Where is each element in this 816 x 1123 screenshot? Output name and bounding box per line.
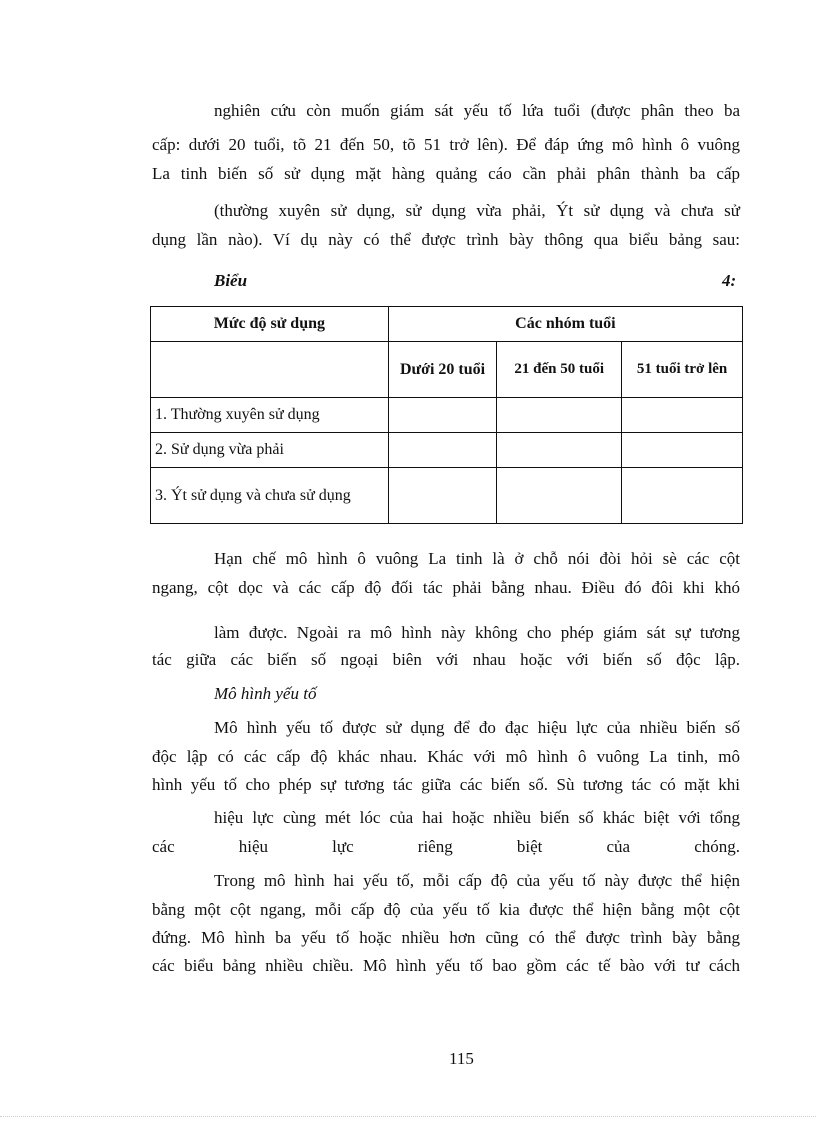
p1-line-3: La tinh biến số sử dụng mặt hàng quảng cáo cần phải phân thành ba cấp <box>152 164 740 183</box>
subheader-under-20: Dưới 20 tuổi <box>388 342 497 398</box>
row-label-rare: 3. Ýt sử dụng và chưa sử dụng <box>151 468 389 524</box>
row-label-moderate: 2. Sử dụng vừa phải <box>151 433 389 468</box>
p6-line-2: các hiệu lực riêng biệt của chóng. <box>152 837 740 856</box>
p1-line-1: nghiên cứu còn muốn giám sát yếu tố lứa tuổi (được phân theo ba <box>214 101 740 120</box>
p1-line-2: cấp: dưới 20 tuổi, tõ 21 đến 50, tõ 51 trở lên). Để đáp ứng mô hình ô vuông <box>152 135 740 154</box>
section-heading: Mô hình yếu tố <box>214 684 317 703</box>
p4-line-1: làm được. Ngoài ra mô hình này không cho phép giám sát sự tương <box>214 623 740 642</box>
subheader-51-plus: 51 tuổi trở lên <box>622 342 743 398</box>
page-number: 115 <box>449 1049 474 1068</box>
p2-line-2: dụng lần nào). Ví dụ này có thể được trình bày thông qua biểu bảng sau: <box>152 230 740 249</box>
table-cell <box>497 433 622 468</box>
table-cell <box>388 433 497 468</box>
p2-line-1: (thường xuyên sử dụng, sử dụng vừa phải, Ýt sử dụng và chưa sử <box>214 201 740 220</box>
row-label-frequent: 1. Thường xuyên sử dụng <box>151 398 389 433</box>
p3-line-2: ngang, cột dọc và các cấp độ đối tác phải bằng nhau. Điều đó đôi khi khó <box>152 578 740 597</box>
table-header-usage: Mức độ sử dụng <box>151 307 389 342</box>
subheader-21-50: 21 đến 50 tuổi <box>497 342 622 398</box>
table-header-age-groups: Các nhóm tuổi <box>388 307 742 342</box>
table-cell <box>622 398 743 433</box>
page-bottom-rule <box>0 1116 816 1117</box>
table-cell <box>622 433 743 468</box>
p7-line-4: các biểu bảng nhiều chiều. Mô hình yếu tố bao gồm các tế bào với tư cách <box>152 956 740 975</box>
p7-line-2: bằng một cột ngang, mỗi cấp độ của yếu tố kia được thể hiện bằng một cột <box>152 900 740 919</box>
table-cell <box>388 468 497 524</box>
table-cell <box>497 468 622 524</box>
table-caption-number: 4: <box>722 271 737 290</box>
p7-line-3: đứng. Mô hình ba yếu tố hoặc nhiều hơn cũng có thể được trình bày bằng <box>152 928 740 947</box>
p6-line-1: hiệu lực cùng mét lóc của hai hoặc nhiều biến số khác biệt với tổng <box>214 808 740 827</box>
table-cell <box>622 468 743 524</box>
table-caption-label: Biểu <box>214 271 248 290</box>
p5-line-1: Mô hình yếu tố được sử dụng để đo đạc hiệu lực của nhiều biến số <box>214 718 740 737</box>
table-cell <box>497 398 622 433</box>
table-empty-cell <box>151 342 389 398</box>
p5-line-2: độc lập có các cấp độ khác nhau. Khác với mô hình ô vuông La tinh, mô <box>152 747 740 766</box>
p4-line-2: tác giữa các biến số ngoại biên với nhau hoặc với biến số độc lập. <box>152 650 740 669</box>
usage-table <box>150 306 743 524</box>
table-cell <box>388 398 497 433</box>
p3-line-1: Hạn chế mô hình ô vuông La tinh là ở chỗ nói đòi hỏi sè các cột <box>214 549 740 568</box>
p5-line-3: hình yếu tố cho phép sự tương tác giữa các biến số. Sù tương tác có mặt khi <box>152 775 740 794</box>
p7-line-1: Trong mô hình hai yếu tố, mỗi cấp độ của yếu tố này được thể hiện <box>214 871 740 890</box>
